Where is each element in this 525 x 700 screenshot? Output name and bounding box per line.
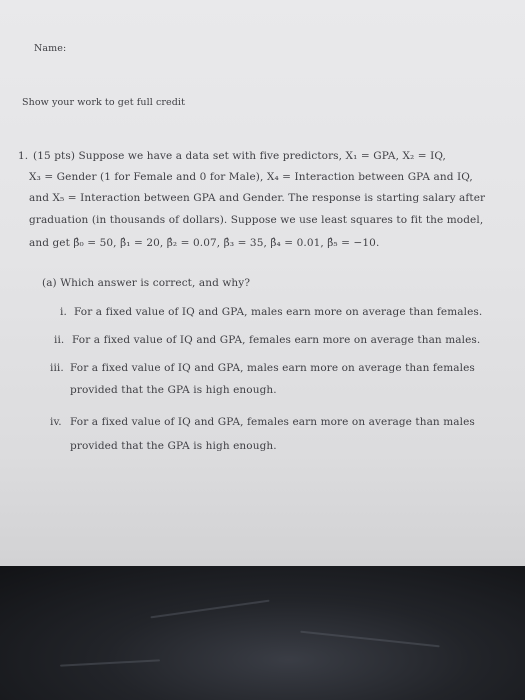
problem-line-4: graduation (in thousands of dollars). Suppose we use least squares to fit the model, (29, 214, 484, 226)
option-iii-text-1: For a fixed value of IQ and GPA, males earn more on average than females (70, 362, 475, 374)
part-a-question: (a) Which answer is correct, and why? (42, 277, 251, 289)
option-iii-text-2: provided that the GPA is high enough. (70, 384, 277, 396)
option-ii-text: For a fixed value of IQ and GPA, females earn more on average than males. (72, 334, 481, 346)
problem-number: 1. (18, 150, 29, 162)
option-iv-text-2: provided that the GPA is high enough. (70, 440, 277, 452)
problem-line-5: and get β̂₀ = 50, β̂₁ = 20, β̂₂ = 0.07, β̂₃ = 35, β̂₄ = 0.01, β̂₅ = −10. (29, 237, 380, 249)
problem-line-3: and X₅ = Interaction between GPA and Gender. The response is starting salary after (29, 192, 486, 204)
option-i-text: For a fixed value of IQ and GPA, males earn more on average than females. (74, 306, 483, 318)
option-ii-numeral: ii. (54, 334, 65, 346)
problem-line-2: X₃ = Gender (1 for Female and 0 for Male), X₄ = Interaction between GPA and IQ, (29, 171, 473, 183)
option-iii-numeral: iii. (50, 362, 64, 374)
problem-line-1: (15 pts) Suppose we have a data set with five predictors, X₁ = GPA, X₂ = IQ, (33, 150, 446, 162)
option-i-numeral: i. (60, 306, 67, 318)
name-label: Name: (34, 43, 67, 54)
dark-fabric-background (0, 566, 525, 700)
fabric-fold (300, 631, 439, 648)
fabric-fold (150, 600, 269, 619)
instructions-text: Show your work to get full credit (22, 97, 185, 108)
fabric-fold (60, 659, 160, 666)
option-iv-text-1: For a fixed value of IQ and GPA, females earn more on average than males (70, 416, 475, 428)
option-iv-numeral: iv. (50, 416, 62, 428)
